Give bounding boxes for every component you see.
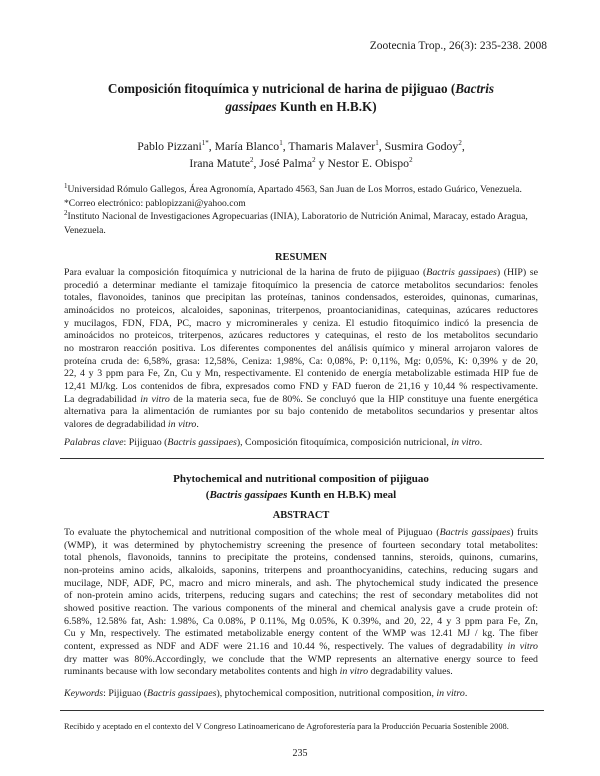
author-name: , María Blanco bbox=[208, 139, 280, 153]
text-line bbox=[64, 280, 538, 293]
author-affiliation-mark: 2 bbox=[312, 156, 316, 165]
text-run: ), Composición fitoquímica, composición nutricional, bbox=[236, 437, 452, 448]
italic-run: Keywords bbox=[64, 688, 104, 699]
text-line bbox=[64, 368, 538, 381]
italic-run: Palabras clave bbox=[64, 437, 124, 448]
text-run: alternativa para la alimentación de rumiantes por su bajo contenido de metabolitos secundarios y presentar altos bbox=[64, 406, 538, 418]
text-run: proteína cruda de: 6,58%, grasa: 12,58%, Ceniza: 1,98%, Ca: 0,08%, P: 0,11%, Mg: 0,05%, K: 0,39% y de 20, bbox=[64, 355, 538, 367]
authors-line-2 bbox=[60, 155, 542, 172]
author-affiliation-mark: 1 bbox=[279, 139, 283, 148]
text-run: 22, 4 y 3 ppm para Fe, Zn, Cu y Mn, respectivamente. El contenido de energía metabolizable estimada HIP fue de bbox=[64, 368, 538, 380]
text-line bbox=[64, 628, 538, 641]
text-line bbox=[64, 267, 538, 280]
text-run: total phenols, flavonoids, tannins to precipitate the proteins, condensed tannins, steroids, quinons, cumarins, bbox=[64, 552, 538, 564]
italic-run: Bactris gassipaes bbox=[167, 437, 237, 448]
authors-line-1 bbox=[60, 138, 542, 155]
text-line bbox=[64, 603, 538, 616]
keywords bbox=[64, 688, 538, 701]
text-run: mucilage, NDF, ADF, PC, macro and micro minerals, and ash. The phytochemical study indicated the presence bbox=[64, 577, 538, 589]
author-affiliation-mark: 1* bbox=[201, 139, 209, 148]
affiliation-1: $^1$Universidad Rómulo Gallegos, Área Agronomía, Apartado 4563, San Juan de Los Morros, estado Guárico, Venezuela. bbox=[64, 181, 522, 195]
section-divider bbox=[60, 458, 544, 459]
italic-run: in vitro bbox=[339, 666, 369, 678]
text-run: dry matter was 80%.Accordingly, we conclude that the WMP represents an alternative energy source to feed bbox=[64, 653, 538, 665]
text-line bbox=[64, 318, 538, 331]
text-line bbox=[64, 292, 538, 305]
text-line bbox=[64, 419, 538, 432]
text-run: de la materia seca, fue de 80%. Se concluyó que la HIP constituye una fuente energética bbox=[169, 393, 539, 405]
text-run: 12,41 MJ/kg. Los contenidos de fibra, expresados como FND y FAD fueron de 21,16 y 10,44 % respectivamente. bbox=[64, 380, 538, 392]
text-run: no mostraron reacción positiva. Los diferentes componentes del análisis químico y mineral arrojaron valores de bbox=[64, 342, 538, 354]
text-run: showed positive reaction. The various components of the mineral and chemical analysis gave a crude protein of: bbox=[64, 602, 538, 614]
corresponding-email: *Correo electrónico: pablopizzani@yahoo.com bbox=[64, 197, 246, 209]
text-run: . bbox=[464, 688, 468, 699]
text-line bbox=[64, 381, 538, 394]
text-run: To evaluate the phytochemical and nutritional composition of the whole meal of Pijuguao ( bbox=[64, 527, 440, 538]
text-run: ) (HIP) se bbox=[496, 267, 538, 278]
text-line bbox=[64, 540, 538, 553]
text-run: ruminants because with low secondary metabolites contents and high bbox=[64, 666, 340, 678]
italic-run: in vitro bbox=[140, 393, 170, 405]
title-species: gassipaes bbox=[225, 99, 277, 114]
text-line bbox=[64, 590, 538, 603]
text-run: La degradabilidad bbox=[64, 393, 141, 405]
author-name: Irana Matute bbox=[189, 156, 251, 170]
text-run: content, expressed as NDF and ADF were 21.16 and 10.44 %, respectively. The values of degradability bbox=[64, 640, 508, 652]
affiliation-2-country: Venezuela. bbox=[64, 224, 106, 236]
author-affiliation-mark: 2 bbox=[458, 139, 462, 148]
text-run: degradability values. bbox=[368, 666, 453, 678]
author-name: , Susmira Godoy bbox=[378, 139, 459, 153]
text-run: aminoácidos no proteicos, triterpenos, azúcares reductores y catequinas, el resto de los metabolitos secundario bbox=[64, 330, 538, 342]
text-run: : Pijiguao ( bbox=[103, 688, 148, 699]
italic-run: in vitro bbox=[507, 640, 538, 652]
italic-run: Bactris gassipaes bbox=[426, 267, 497, 278]
text-line bbox=[64, 527, 538, 540]
text-run: of non-protein amino acids, triterpens, reducing sugars and catechins; the rest of secondary metabolites did not bbox=[64, 590, 538, 602]
text-line bbox=[64, 330, 538, 343]
text-line bbox=[64, 616, 538, 629]
english-title: Phytochemical and nutritional composition of pijiguao (Bactris gassipaes Kunth en H.B.K) meal bbox=[173, 473, 429, 501]
text-line bbox=[64, 356, 538, 369]
resumen-heading: RESUMEN bbox=[275, 252, 327, 263]
footnote-divider bbox=[60, 710, 544, 711]
text-run: . bbox=[196, 418, 199, 430]
text-line bbox=[64, 305, 538, 318]
italic-run: Bactris gassipaes bbox=[147, 688, 217, 699]
title-authority: Kunth en H.B.K) bbox=[276, 99, 377, 114]
abstract-heading: ABSTRACT bbox=[272, 510, 330, 521]
text-run: Cu y Mn, respectively. The estimated metabolizable energy content of the WMP was 12.41 MJ / kg. The fiber bbox=[64, 628, 538, 640]
author-list bbox=[60, 138, 542, 172]
affiliations bbox=[64, 183, 544, 237]
journal-reference: Zootecnia Trop., 26(3): 235-238. 2008 bbox=[369, 40, 547, 52]
text-run: Para evaluar la composición fitoquímica y nutricional de la harina de fruto de pijiguao ( bbox=[64, 267, 427, 278]
author-name: , bbox=[461, 139, 465, 153]
author-name: , José Palma bbox=[253, 156, 313, 170]
italic-run: in vitro bbox=[167, 418, 197, 430]
text-run: valores de degradabilidad bbox=[64, 418, 168, 430]
text-run: ), phytochemical composition, nutritional composition, bbox=[216, 688, 437, 699]
article-title bbox=[60, 80, 542, 116]
text-run: . bbox=[479, 437, 483, 448]
text-line bbox=[64, 654, 538, 667]
title-genus: Bactris bbox=[455, 81, 495, 96]
page-number: 235 bbox=[292, 748, 308, 759]
abstract-body bbox=[64, 527, 538, 679]
text-run: : Pijiguao ( bbox=[123, 437, 168, 448]
palabras-clave bbox=[64, 437, 538, 450]
italic-run: in vitro bbox=[451, 437, 480, 448]
text-run: aminoácidos no proteicos, alcaloides, saponinas, triterpenos, proantocianidinas, catequinas, azúcares reductores bbox=[64, 304, 538, 316]
text-line bbox=[64, 641, 538, 654]
text-line bbox=[64, 552, 538, 565]
author-name: , Thamaris Malaver bbox=[282, 139, 376, 153]
italic-run: in vitro bbox=[436, 688, 465, 699]
resumen-body bbox=[64, 267, 538, 432]
text-run: totales, flavonoides, taninos que precipitan las proteínas, taninos condensados, esteroides, quinonas, cumarinas, bbox=[64, 292, 538, 304]
author-name: Pablo Pizzani bbox=[137, 139, 202, 153]
text-line bbox=[64, 343, 538, 356]
text-line bbox=[64, 406, 538, 419]
italic-run: Bactris gassipaes bbox=[439, 527, 511, 538]
text-run: non-proteins amino acids, alkaloids, saponins, triterpens and proanthocyanidins, catechins, reducing sugars and bbox=[64, 564, 538, 576]
text-run: procedió a determinar mediante el tamizaje fitoquímico la presencia de catorce metabolitos secundarios: fenoles bbox=[64, 279, 538, 291]
text-run: (WMP), it was determined by phytochemistry screening the presence of fourteen secondary total metabolites: bbox=[64, 539, 538, 551]
author-affiliation-mark: 2 bbox=[250, 156, 254, 165]
author-affiliation-mark: 1 bbox=[375, 139, 379, 148]
reception-footnote: Recibido y aceptado en el contexto del V Congreso Latinoamericano de Agroforestería para la Producción Pecuaria Sostenible 2008. bbox=[64, 722, 509, 731]
text-line bbox=[64, 565, 538, 578]
author-affiliation-mark: 2 bbox=[409, 156, 413, 165]
title-text: Composición fitoquímica y nutricional de harina de pijiguao ( bbox=[107, 81, 456, 96]
text-run: ) fruits bbox=[510, 527, 538, 538]
affiliation-2: $^2$Instituto Nacional de Investigaciones Agropecuarias (INIA), Laboratorio de Nutrición Animal, Maracay, estado Aragua, bbox=[64, 209, 528, 223]
text-run: 6.58%, 12.58% fat, Ash: 1.98%, Ca 0.08%, P 0.11%, Mg 0.05%, K 0.39%, and 20, 22, 4 y 3 ppm para Fe, Zn, bbox=[64, 615, 538, 627]
text-run: y mucilagos, FDN, FDA, PC, macro y microminerales y ceniza. El estudio fitoquímico indicó la presencia de bbox=[64, 317, 538, 329]
text-line bbox=[64, 394, 538, 407]
text-line bbox=[64, 578, 538, 591]
author-name: y Nestor E. Obispo bbox=[315, 156, 410, 170]
text-line bbox=[64, 666, 538, 679]
